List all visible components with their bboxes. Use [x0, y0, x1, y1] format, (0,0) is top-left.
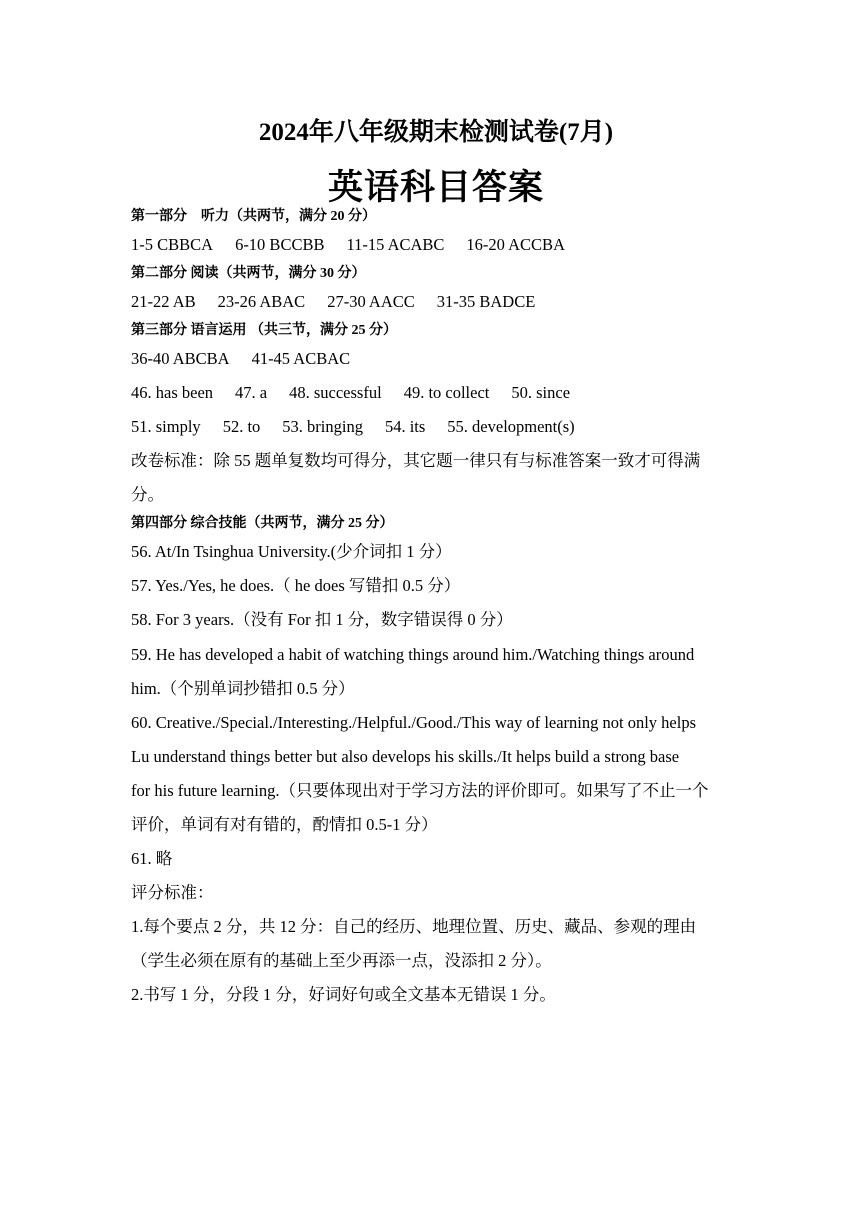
exam-title: 2024年八年级期末检测试卷(7月) — [258, 119, 614, 146]
answer-item: 47. a — [235, 383, 268, 402]
scoring-item-2: 2.书写 1 分，分段 1 分，好词好句或全文基本无错误 1 分。 — [131, 985, 556, 1004]
answer-item: 54. its — [384, 417, 426, 436]
answer-group: 36-40 ABCBA — [131, 349, 230, 368]
grading-standard-line1: 改卷标准：除 55 题单复数均可得分，其它题一律只有与标准答案一致才可得满 — [131, 451, 701, 470]
answer-item: 53. bringing — [282, 417, 363, 436]
part1-heading: 第一部分 听力（共两节，满分 20 分） — [131, 209, 376, 224]
answer-58: 58. For 3 years.（没有 For 扣 1 分，数字错误得 0 分） — [131, 610, 513, 629]
answer-group: 11-15 ACABC — [346, 235, 445, 254]
answer-57: 57. Yes./Yes, he does.（ he does 写错扣 0.5 分） — [131, 576, 461, 595]
answer-60-line2: Lu understand things better but also develops his skills./It helps build a strong base — [131, 747, 680, 766]
answer-group: 21-22 AB — [131, 292, 196, 311]
scoring-title: 评分标准： — [131, 883, 214, 902]
answer-item: 46. has been — [131, 383, 214, 402]
exam-subtitle: 英语科目答案 — [327, 168, 544, 207]
part3-fill-answers-2 — [131, 416, 741, 438]
answer-59-line1: 59. He has developed a habit of watching things around him./Watching things around — [131, 645, 695, 664]
part2-heading: 第二部分 阅读（共两节，满分 30 分） — [131, 266, 366, 281]
answer-56: 56. At/In Tsinghua University.(少介词扣 1 分） — [131, 542, 452, 561]
answer-group: 16-20 ACCBA — [466, 235, 565, 254]
answer-item: 52. to — [222, 417, 261, 436]
answer-group: 6-10 BCCBB — [235, 235, 325, 254]
part3-heading: 第三部分 语言运用 （共三节，满分 25 分） — [131, 323, 397, 338]
answer-group: 31-35 BADCE — [436, 292, 536, 311]
scoring-item-1-line1: 1.每个要点 2 分，共 12 分：自己的经历、地理位置、历史、藏品、参观的理由 — [131, 917, 697, 936]
answer-item: 55. development(s) — [447, 417, 575, 436]
part4-heading: 第四部分 综合技能（共两节，满分 25 分） — [131, 516, 394, 531]
answer-group: 27-30 AACC — [327, 292, 415, 311]
answer-59-line2: him.（个别单词抄错扣 0.5 分） — [131, 679, 355, 698]
part3-fill-answers-1 — [131, 382, 741, 404]
answer-group: 41-45 ACBAC — [251, 349, 351, 368]
answer-item: 51. simply — [131, 417, 201, 436]
answer-61: 61. 略 — [131, 849, 173, 868]
answer-60-line1: 60. Creative./Special./Interesting./Helpful./Good./This way of learning not only helps — [131, 713, 697, 732]
answer-60-line3: for his future learning.（只要体现出对于学习方法的评价即可。如果写了不止一个 — [131, 781, 709, 800]
scoring-item-1-line2: （学生必须在原有的基础上至少再添一点，没添扣 2 分）。 — [131, 951, 552, 970]
answer-60-line4: 评价，单词有对有错的，酌情扣 0.5-1 分） — [131, 815, 438, 834]
answer-group: 23-26 ABAC — [217, 292, 306, 311]
answer-item: 49. to collect — [403, 383, 490, 402]
part2-answers — [131, 291, 741, 313]
part1-answers — [131, 234, 741, 256]
grading-standard-line2: 分。 — [131, 485, 164, 504]
answer-group: 1-5 CBBCA — [131, 235, 214, 254]
answer-item: 50. since — [511, 383, 571, 402]
answer-item: 48. successful — [289, 383, 382, 402]
part3-mc-answers — [131, 348, 741, 370]
